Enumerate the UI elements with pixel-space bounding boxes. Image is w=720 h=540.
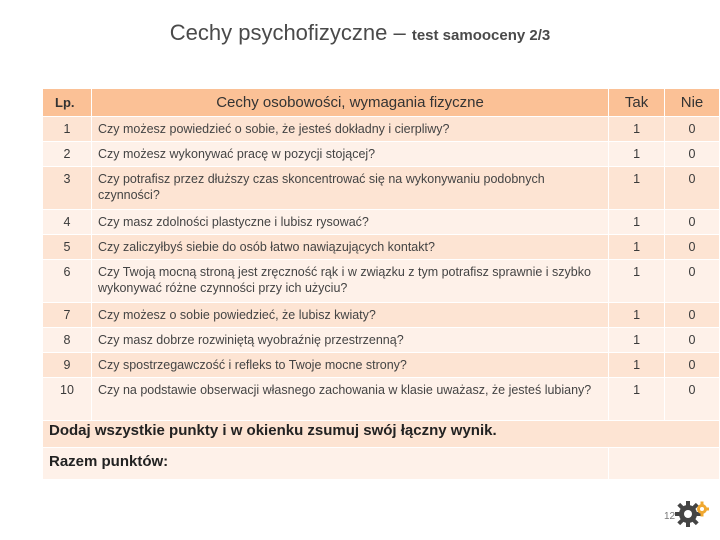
- table-header-row: [43, 89, 720, 117]
- row-number: 6: [43, 260, 92, 303]
- row-yes-points: 1: [609, 210, 665, 235]
- row-yes-points: 1: [609, 235, 665, 260]
- total-score-box[interactable]: [609, 448, 720, 480]
- table-row: [43, 260, 720, 303]
- total-row: [43, 448, 720, 480]
- row-question: Czy na podstawie obserwacji własnego zachowania w klasie uważasz, że jesteś lubiany?: [91, 378, 608, 421]
- row-no-points: 0: [665, 353, 720, 378]
- row-question: Czy możesz o sobie powiedzieć, że lubisz kwiaty?: [91, 303, 608, 328]
- table-row: [43, 328, 720, 353]
- row-number: 10: [43, 378, 92, 421]
- row-yes-points: 1: [609, 378, 665, 421]
- row-number: 4: [43, 210, 92, 235]
- table-row: [43, 235, 720, 260]
- row-no-points: 0: [665, 303, 720, 328]
- row-no-points: 0: [665, 260, 720, 303]
- gears-icon: [674, 496, 710, 532]
- instruction-text: Dodaj wszystkie punkty i w okienku zsumuj swój łączny wynik.: [43, 421, 720, 448]
- row-question: Czy możesz wykonywać pracę w pozycji stojącej?: [91, 142, 608, 167]
- row-yes-points: 1: [609, 303, 665, 328]
- row-question: Czy potrafisz przez dłuższy czas skoncentrować się na wykonywaniu podobnych czynności?: [91, 167, 608, 210]
- row-yes-points: 1: [609, 167, 665, 210]
- row-yes-points: 1: [609, 260, 665, 303]
- row-question: Czy możesz powiedzieć o sobie, że jesteś dokładny i cierpliwy?: [91, 117, 608, 142]
- row-no-points: 0: [665, 328, 720, 353]
- table-row: [43, 117, 720, 142]
- row-question: Czy spostrzegawczość i refleks to Twoje mocne strony?: [91, 353, 608, 378]
- table-row: [43, 378, 720, 421]
- row-yes-points: 1: [609, 142, 665, 167]
- row-yes-points: 1: [609, 353, 665, 378]
- header-yes: Tak: [609, 89, 665, 117]
- row-no-points: 0: [665, 117, 720, 142]
- table-row: [43, 210, 720, 235]
- row-number: 2: [43, 142, 92, 167]
- self-assessment-table: [42, 88, 720, 480]
- row-number: 9: [43, 353, 92, 378]
- row-no-points: 0: [665, 210, 720, 235]
- row-no-points: 0: [665, 142, 720, 167]
- table-row: [43, 353, 720, 378]
- table-row: [43, 303, 720, 328]
- header-no: Nie: [665, 89, 720, 117]
- row-question: Czy masz dobrze rozwiniętą wyobraźnię przestrzenną?: [91, 328, 608, 353]
- row-question: Czy Twoją mocną stroną jest zręczność rąk i w związku z tym potrafisz sprawnie i szybko wykonywać różne czynności przy ich użyciu?: [91, 260, 608, 303]
- header-lp: Lp.: [43, 89, 92, 117]
- row-question: Czy masz zdolności plastyczne i lubisz rysować?: [91, 210, 608, 235]
- row-no-points: 0: [665, 167, 720, 210]
- title-sub: test samooceny 2/3: [411, 27, 551, 44]
- total-label: Razem punktów:: [43, 448, 609, 480]
- row-number: 7: [43, 303, 92, 328]
- table-row: [43, 142, 720, 167]
- row-number: 3: [43, 167, 92, 210]
- page-title: [0, 20, 720, 46]
- row-number: 8: [43, 328, 92, 353]
- header-traits: Cechy osobowości, wymagania fizyczne: [91, 89, 608, 117]
- page-number: 12: [664, 511, 676, 522]
- title-main: Cechy psychofizyczne –: [169, 20, 412, 45]
- row-number: 5: [43, 235, 92, 260]
- row-yes-points: 1: [609, 328, 665, 353]
- row-no-points: 0: [665, 235, 720, 260]
- row-question: Czy zaliczyłbyś siebie do osób łatwo nawiązujących kontakt?: [91, 235, 608, 260]
- row-yes-points: 1: [609, 117, 665, 142]
- row-no-points: 0: [665, 378, 720, 421]
- row-number: 1: [43, 117, 92, 142]
- instruction-row: [43, 421, 720, 448]
- table-row: [43, 167, 720, 210]
